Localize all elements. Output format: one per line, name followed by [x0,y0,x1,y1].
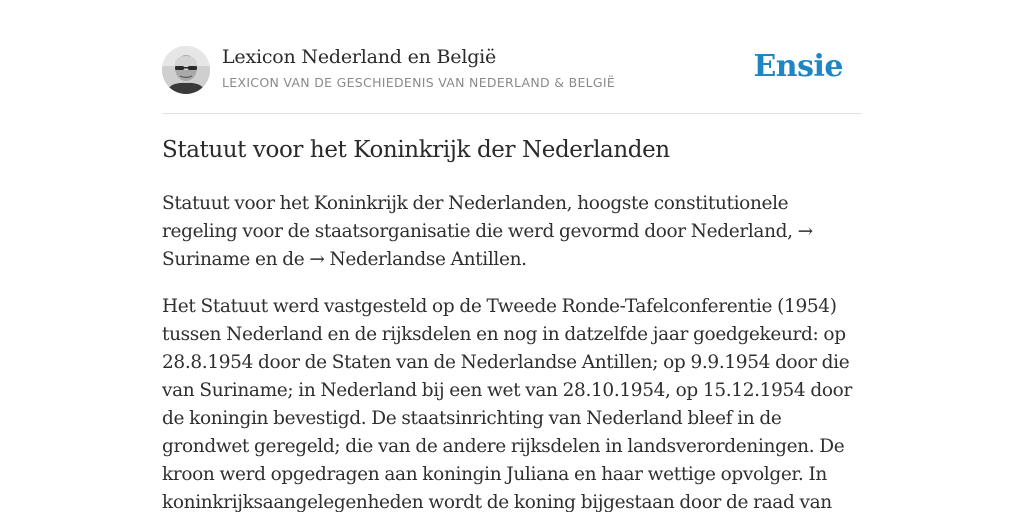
article-paragraph: Statuut voor het Koninkrijk der Nederlanden, hoogste constitutionele regeling voor de staatsorganisatie die werd gevormd door Nederland, → Suriname en de → Nederlandse Antillen. [162,193,813,270]
author-avatar[interactable] [162,46,210,94]
article-title: Statuut voor het Koninkrijk der Nederlanden [162,137,670,163]
article-paragraph: Het Statuut werd vastgesteld op de Tweede Ronde-Tafelconferentie (1954) tussen Nederland en de rijksdelen en nog in datzelfde jaar goedgekeurd: op 28.8.1954 door de Staten van de Nederlandse Antillen; op 9.9.1954 door die van Suriname; in Nederland bij een wet van 28.10.1954, op 15.12.1954 door de koningin bevestigd. De staatsinrichting van Nederland bleef in de grondwet geregeld; die van de andere rijksdelen in landsverordeningen. De kroon werd opgedragen aan koningin Juliana en haar wettige opvolger. In koninkrijksaangelegenheden wordt de koning bijgestaan door de raad van [162,296,852,512]
lexicon-title[interactable]: Lexicon Nederland en België [222,46,497,68]
ensie-logo[interactable]: Ensie [753,49,843,84]
lexicon-subtitle[interactable]: LEXICON VAN DE GESCHIEDENIS VAN NEDERLAND & BELGIË [222,75,616,90]
person-portrait-icon [162,46,210,94]
header-divider [162,113,862,114]
site-header [162,46,862,96]
